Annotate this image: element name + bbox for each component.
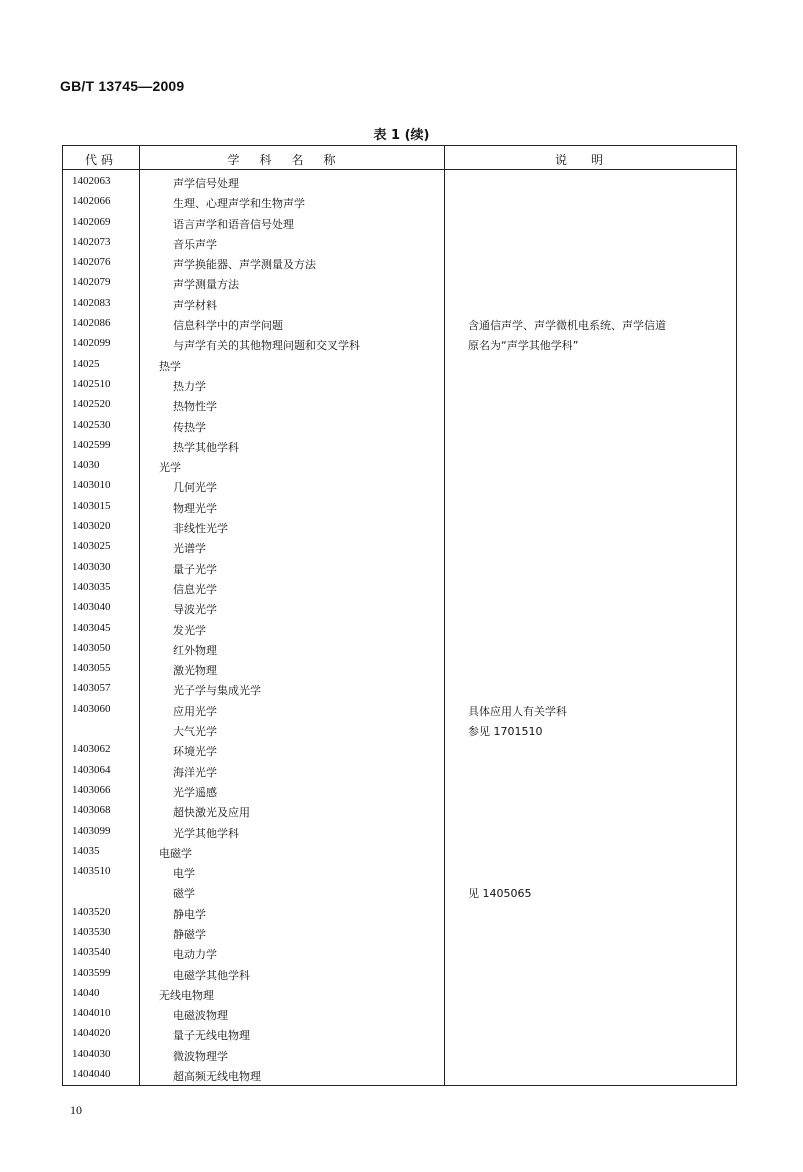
row-name: 语言声学和语音信号处理 bbox=[173, 217, 294, 231]
table-row bbox=[63, 578, 736, 598]
table-row bbox=[63, 436, 736, 456]
row-code: 1402083 bbox=[72, 296, 111, 309]
table-row bbox=[63, 375, 736, 395]
row-code: 1403520 bbox=[72, 905, 111, 918]
header-note: 说明 bbox=[554, 153, 627, 167]
table-row bbox=[63, 233, 736, 253]
row-name: 传热学 bbox=[173, 420, 206, 434]
table-row bbox=[63, 740, 736, 760]
row-code: 1402099 bbox=[72, 337, 111, 350]
table-row bbox=[63, 253, 736, 273]
row-code: 1403530 bbox=[72, 925, 111, 938]
row-code: 1403060 bbox=[72, 702, 111, 715]
table-row bbox=[63, 598, 736, 618]
row-code: 1402066 bbox=[72, 195, 111, 208]
table-row bbox=[63, 679, 736, 699]
table-row bbox=[63, 517, 736, 537]
row-code: 1403010 bbox=[72, 479, 111, 492]
row-code: 1403599 bbox=[72, 966, 111, 979]
row-code: 14040 bbox=[72, 986, 100, 999]
table-row bbox=[63, 903, 736, 923]
table-row bbox=[63, 659, 736, 679]
row-code: 1404030 bbox=[72, 1047, 111, 1060]
row-name: 微波物理学 bbox=[173, 1049, 228, 1063]
table-row bbox=[63, 395, 736, 415]
table-row bbox=[63, 700, 736, 720]
table-title: 表 1 (续) bbox=[373, 128, 430, 143]
table-row bbox=[63, 497, 736, 517]
table-row bbox=[63, 781, 736, 801]
row-code: 1403035 bbox=[72, 580, 111, 593]
table-row bbox=[63, 720, 736, 740]
table-row bbox=[63, 862, 736, 882]
table-row bbox=[63, 476, 736, 496]
table-row bbox=[63, 192, 736, 212]
row-code: 1404010 bbox=[72, 1007, 111, 1020]
row-name: 超快激光及应用 bbox=[173, 806, 250, 820]
row-note: 含通信声学、声学微机电系统、声学信道 bbox=[468, 319, 666, 333]
row-name: 发光学 bbox=[173, 623, 206, 637]
table-row bbox=[63, 842, 736, 862]
table-row bbox=[63, 943, 736, 963]
row-note: 参见 1701510 bbox=[468, 725, 543, 739]
row-name: 生理、心理声学和生物声学 bbox=[173, 197, 305, 211]
row-name: 信息科学中的声学问题 bbox=[173, 319, 283, 333]
row-name: 热力学 bbox=[173, 379, 206, 393]
row-note: 具体应用人有关学科 bbox=[468, 704, 567, 718]
row-name: 静磁学 bbox=[173, 927, 206, 941]
table-row bbox=[63, 334, 736, 354]
page-number: 10 bbox=[70, 1103, 82, 1117]
table-row bbox=[63, 355, 736, 375]
row-name: 电学 bbox=[173, 867, 195, 881]
row-code: 14030 bbox=[72, 459, 100, 472]
table-row bbox=[63, 537, 736, 557]
row-name: 非线性光学 bbox=[173, 522, 228, 536]
row-code: 14025 bbox=[72, 357, 100, 370]
header-code: 代码 bbox=[84, 153, 117, 167]
row-name: 热物性学 bbox=[173, 400, 217, 414]
table-row bbox=[63, 882, 736, 902]
table-row bbox=[63, 1024, 736, 1044]
row-code: 1404040 bbox=[72, 1068, 111, 1081]
row-code: 1403540 bbox=[72, 946, 111, 959]
row-name: 电磁波物理 bbox=[173, 1009, 228, 1023]
row-name: 大气光学 bbox=[173, 725, 217, 739]
row-code: 1403064 bbox=[72, 763, 111, 776]
row-code: 1402510 bbox=[72, 377, 111, 390]
table-row bbox=[63, 456, 736, 476]
table-row bbox=[63, 558, 736, 578]
row-name: 声学换能器、声学测量及方法 bbox=[173, 258, 316, 272]
row-name: 应用光学 bbox=[173, 704, 217, 718]
header-name: 学科名称 bbox=[227, 153, 356, 167]
row-name: 光学 bbox=[159, 461, 181, 475]
discipline-table bbox=[62, 145, 737, 1086]
table-row bbox=[63, 416, 736, 436]
row-name: 导波光学 bbox=[173, 603, 217, 617]
row-code: 1402079 bbox=[72, 276, 111, 289]
row-name: 电磁学其他学科 bbox=[173, 968, 250, 982]
row-name: 声学信号处理 bbox=[173, 177, 239, 190]
table-row bbox=[63, 314, 736, 334]
row-name: 环境光学 bbox=[173, 745, 217, 759]
row-code: 1403040 bbox=[72, 601, 111, 614]
table-row bbox=[63, 213, 736, 233]
row-code: 1402063 bbox=[72, 175, 111, 187]
row-name: 磁学 bbox=[173, 887, 195, 901]
row-name: 电动力学 bbox=[173, 948, 217, 962]
table-row bbox=[63, 964, 736, 984]
row-note: 原名为“声学其他学科” bbox=[468, 339, 579, 353]
row-code: 1403050 bbox=[72, 641, 111, 654]
row-name: 热学 bbox=[159, 359, 181, 373]
row-name: 无线电物理 bbox=[159, 988, 214, 1002]
row-name: 海洋光学 bbox=[173, 765, 217, 779]
row-code: 1402086 bbox=[72, 317, 111, 330]
row-name: 光子学与集成光学 bbox=[173, 684, 261, 698]
row-code: 1402073 bbox=[72, 235, 111, 248]
table-row bbox=[63, 639, 736, 659]
table-body bbox=[63, 172, 736, 1085]
row-code: 1403057 bbox=[72, 682, 111, 695]
table-row bbox=[63, 984, 736, 1004]
row-code: 1402069 bbox=[72, 215, 111, 228]
table-row bbox=[63, 273, 736, 293]
row-name: 物理光学 bbox=[173, 501, 217, 515]
row-code: 1402530 bbox=[72, 418, 111, 431]
table-row bbox=[63, 1004, 736, 1024]
row-code: 1403045 bbox=[72, 621, 111, 634]
row-name: 量子无线电物理 bbox=[173, 1029, 250, 1043]
row-code: 1403025 bbox=[72, 540, 111, 553]
row-code: 1403030 bbox=[72, 560, 111, 573]
row-name: 超高频无线电物理 bbox=[173, 1070, 261, 1084]
table-header bbox=[63, 146, 736, 170]
row-name: 光学遥感 bbox=[173, 785, 217, 799]
row-name: 音乐声学 bbox=[173, 237, 217, 251]
row-code: 1402076 bbox=[72, 256, 111, 269]
table-row bbox=[63, 923, 736, 943]
row-name: 光谱学 bbox=[173, 542, 206, 556]
row-name: 声学测量方法 bbox=[173, 278, 239, 292]
table-row bbox=[63, 1045, 736, 1065]
row-code: 1403510 bbox=[72, 865, 111, 878]
row-note: 见 1405065 bbox=[468, 887, 532, 901]
row-name: 几何光学 bbox=[173, 481, 217, 495]
row-name: 热学其他学科 bbox=[173, 440, 239, 454]
row-name: 光学其他学科 bbox=[173, 826, 239, 840]
standard-id: GB/T 13745—2009 bbox=[60, 78, 185, 94]
table-row bbox=[63, 1065, 736, 1085]
row-code: 1403066 bbox=[72, 783, 111, 796]
row-code: 14035 bbox=[72, 844, 100, 857]
row-name: 声学材料 bbox=[173, 298, 217, 312]
row-code: 1403068 bbox=[72, 804, 111, 817]
table-row bbox=[63, 619, 736, 639]
row-name: 量子光学 bbox=[173, 562, 217, 576]
row-name: 电磁学 bbox=[159, 846, 192, 860]
row-name: 激光物理 bbox=[173, 664, 217, 678]
row-code: 1403015 bbox=[72, 499, 111, 512]
table-row bbox=[63, 172, 736, 192]
row-name: 信息光学 bbox=[173, 582, 217, 596]
row-code: 1402599 bbox=[72, 438, 111, 451]
row-code: 1403099 bbox=[72, 824, 111, 837]
row-code: 1403062 bbox=[72, 743, 111, 756]
row-code: 1402520 bbox=[72, 398, 111, 411]
row-code: 1403055 bbox=[72, 662, 111, 675]
table-row bbox=[63, 801, 736, 821]
row-name: 与声学有关的其他物理问题和交叉学科 bbox=[173, 339, 360, 353]
row-name: 静电学 bbox=[173, 907, 206, 921]
table-row bbox=[63, 294, 736, 314]
row-name: 红外物理 bbox=[173, 643, 217, 657]
table-row bbox=[63, 761, 736, 781]
row-code: 1403020 bbox=[72, 520, 111, 533]
row-code: 1404020 bbox=[72, 1027, 111, 1040]
table-row bbox=[63, 822, 736, 842]
